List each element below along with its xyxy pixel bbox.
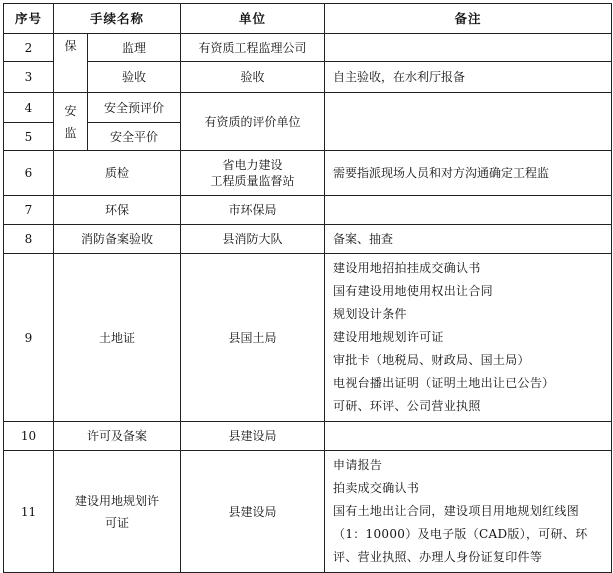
row-seq: 10 [4, 422, 54, 451]
table-row [4, 254, 612, 422]
row-name: 许可及备案 [54, 422, 181, 451]
row-unit: 市环保局 [181, 196, 325, 225]
row-name: 安全预评价 [88, 93, 181, 123]
row-seq: 11 [4, 451, 54, 573]
row-unit: 县建设局 [181, 451, 325, 573]
row-unit: 有资质工程监理公司 [181, 34, 325, 62]
header-row [4, 4, 612, 34]
row-note [325, 196, 612, 225]
header-unit: 单位 [181, 4, 325, 34]
table-row [4, 451, 612, 573]
row-unit: 县建设局 [181, 422, 325, 451]
row-name: 安全平价 [88, 123, 181, 151]
row-unit: 有资质的评价单位 [181, 93, 325, 151]
header-seq: 序号 [4, 4, 54, 34]
table-row [4, 151, 612, 196]
row-note [325, 93, 612, 151]
row-seq: 6 [4, 151, 54, 196]
row-seq: 5 [4, 123, 54, 151]
row-name: 质检 [54, 151, 181, 196]
table-row [4, 93, 612, 123]
row-note: 备案、抽查 [325, 225, 612, 254]
row-name: 验收 [88, 62, 181, 93]
row-note [325, 422, 612, 451]
row-seq: 2 [4, 34, 54, 62]
row-seq: 4 [4, 93, 54, 123]
row-seq: 9 [4, 254, 54, 422]
row-seq: 7 [4, 196, 54, 225]
row-seq: 3 [4, 62, 54, 93]
row-note: 需要指派现场人员和对方沟通确定工程监 [325, 151, 612, 196]
row-name: 监理 [88, 34, 181, 62]
row-unit: 县国土局 [181, 254, 325, 422]
row-name: 土地证 [54, 254, 181, 422]
row-unit: 省电力建设 工程质量监督站 [181, 151, 325, 196]
header-name: 手续名称 [54, 4, 181, 34]
category-label: 保 [54, 34, 88, 93]
row-name: 建设用地规划许 可证 [54, 451, 181, 573]
row-name: 消防备案验收 [54, 225, 181, 254]
row-note: 建设用地招拍挂成交确认书 国有建设用地使用权出让合同 规划设计条件 建设用地规划许可证 审批卡（地税局、财政局、国土局） 电视台播出证明（证明土地出让已公告） 可研、环评、公司营业执照 [325, 254, 612, 422]
header-note: 备注 [325, 4, 612, 34]
table-row [4, 62, 612, 93]
category-label: 安 监 [54, 93, 88, 151]
row-note [325, 34, 612, 62]
row-name: 环保 [54, 196, 181, 225]
table-row [4, 225, 612, 254]
row-unit: 县消防大队 [181, 225, 325, 254]
table-row [4, 422, 612, 451]
row-note: 申请报告 拍卖成交确认书 国有土地出让合同，建设项目用地规划红线图（1：10000）及电子版（CAD版），可研、环评、营业执照、办理人身份证复印件等 [325, 451, 612, 573]
table-row [4, 196, 612, 225]
row-note: 自主验收，在水利厅报备 [325, 62, 612, 93]
table-row [4, 34, 612, 62]
row-seq: 8 [4, 225, 54, 254]
procedures-table [3, 3, 612, 573]
row-unit: 验收 [181, 62, 325, 93]
